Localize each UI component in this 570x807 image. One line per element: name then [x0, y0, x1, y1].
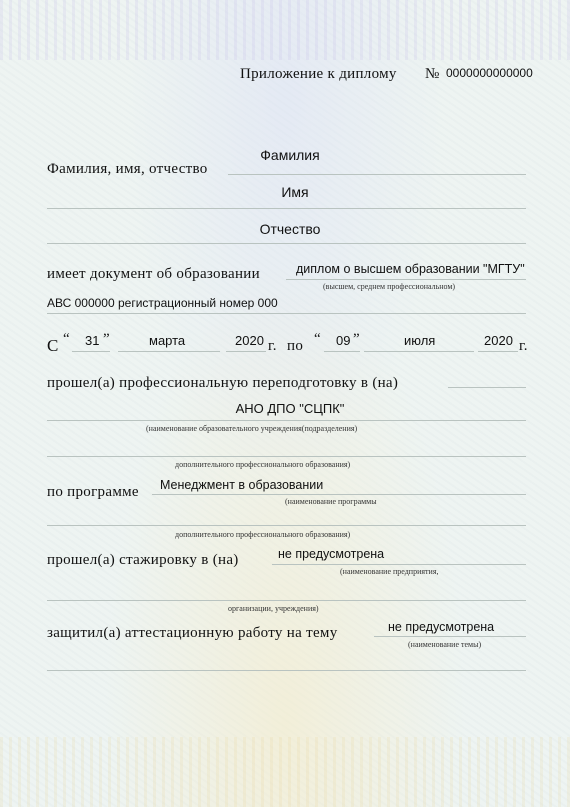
program-line-2	[47, 525, 526, 526]
retraining-line	[448, 387, 526, 388]
from-month-line	[118, 351, 220, 352]
thesis-value: не предусмотрена	[388, 620, 495, 634]
program-caption-2: дополнительного профессионального образования)	[175, 530, 351, 539]
from-day-line	[72, 351, 110, 352]
full-name-label: Фамилия, имя, отчество	[47, 161, 208, 177]
thesis-label: защитил(а) аттестационную работу на тему	[47, 625, 338, 641]
thesis-line-2	[47, 670, 526, 671]
education-doc-value: диплом о высшем образовании "МГТУ"	[296, 262, 525, 276]
to-close-quote: ”	[353, 331, 360, 347]
retraining-label: прошел(а) профессиональную переподготовку в (на)	[47, 375, 399, 391]
internship-line	[272, 564, 526, 565]
to-day: 09	[336, 333, 351, 348]
to-open-quote: “	[314, 331, 321, 347]
program-value: Менеджмент в образовании	[160, 478, 324, 492]
institution-line-2	[47, 456, 526, 457]
thesis-line	[374, 636, 526, 637]
to-month-line	[364, 351, 474, 352]
institution-caption: (наименование образовательного учреждения(подразделения)	[146, 424, 358, 433]
surname-line	[228, 174, 526, 175]
surname-value: Фамилия	[260, 147, 320, 163]
internship-caption: (наименование предприятия,	[340, 567, 439, 576]
from-month: марта	[149, 333, 186, 348]
from-year: 2020	[235, 333, 264, 348]
decorative-top-border	[0, 0, 570, 60]
from-open-quote: “	[63, 331, 70, 347]
education-doc-caption: (высшем, среднем профессиональном)	[323, 282, 456, 291]
thesis-caption: (наименование темы)	[408, 640, 482, 649]
from-close-quote: ”	[103, 331, 110, 347]
program-label: по программе	[47, 484, 139, 500]
program-caption: (наименование программы	[285, 497, 377, 506]
registration-number: АВС 000000 регистрационный номер 000	[47, 296, 278, 310]
period-to-label: по	[287, 338, 304, 354]
name-value: Имя	[281, 184, 309, 200]
document-title: Приложение к диплому	[240, 66, 397, 82]
internship-label: прошел(а) стажировку в (на)	[47, 552, 239, 568]
to-month: июля	[404, 333, 436, 348]
from-day: 31	[85, 333, 100, 348]
to-day-line	[324, 351, 360, 352]
education-doc-line	[286, 279, 526, 280]
internship-line-2	[47, 600, 526, 601]
from-year-line	[226, 351, 266, 352]
patronymic-line	[47, 243, 526, 244]
name-line	[47, 208, 526, 209]
from-year-suffix: г.	[268, 338, 277, 354]
program-line	[152, 494, 526, 495]
diploma-number: 0000000000000	[446, 66, 533, 80]
to-year: 2020	[484, 333, 513, 348]
institution-line	[47, 420, 526, 421]
to-year-line	[478, 351, 518, 352]
number-sign: №	[425, 66, 440, 82]
institution-caption-2: дополнительного профессионального образования)	[175, 460, 351, 469]
patronymic-value: Отчество	[259, 221, 321, 237]
education-doc-label: имеет документ об образовании	[47, 266, 260, 282]
internship-caption-2: организации, учреждения)	[228, 604, 319, 613]
decorative-bottom-border	[0, 737, 570, 807]
period-from-label: С	[47, 336, 59, 355]
to-year-suffix: г.	[519, 338, 528, 354]
institution-value: АНО ДПО "СЦПК"	[235, 401, 345, 416]
internship-value: не предусмотрена	[278, 547, 385, 561]
registration-line	[47, 313, 526, 314]
